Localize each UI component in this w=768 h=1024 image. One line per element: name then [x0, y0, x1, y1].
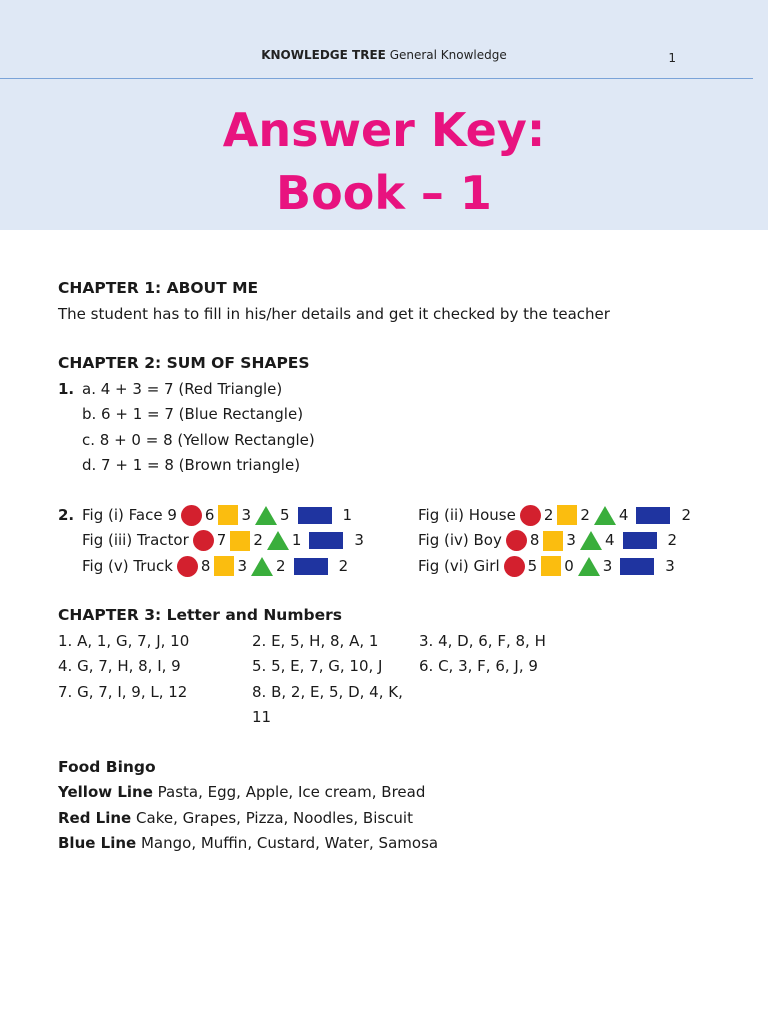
square-count: 3: [241, 505, 251, 524]
square-count: 0: [564, 556, 574, 575]
answer-item: 8. B, 2, E, 5, D, 4, K, 11: [252, 682, 403, 726]
rectangle-count: 2: [667, 531, 678, 549]
green-triangle-icon: [580, 531, 602, 550]
yellow-square-icon: [214, 556, 234, 576]
red-circle-icon: [506, 530, 527, 551]
answer-item: d. 7 + 1 = 8 (Brown triangle): [82, 456, 301, 474]
bingo-line-items: Mango, Muffin, Custard, Water, Samosa: [140, 834, 439, 852]
answer-item: 5. 5, E, 7, G, 10, J: [252, 657, 383, 675]
rectangle-count: 1: [342, 505, 353, 524]
triangle-count: 5: [279, 505, 290, 524]
green-triangle-icon: [578, 557, 600, 576]
answer-item: 3. 4, D, 6, F, 8, H: [419, 631, 546, 650]
answer-item: a. 4 + 3 = 7 (Red Triangle): [82, 379, 283, 398]
question-1: [58, 377, 738, 479]
blue-rectangle-icon: [309, 532, 343, 549]
circle-count: 5: [527, 556, 538, 575]
triangle-count: 2: [276, 556, 286, 575]
fig-row: [82, 554, 418, 580]
fig-label: Fig (iv) Boy: [418, 531, 502, 549]
yellow-square-icon: [218, 505, 238, 525]
red-circle-icon: [181, 505, 202, 526]
blue-rectangle-icon: [623, 532, 657, 549]
red-circle-icon: [177, 556, 198, 577]
fig-label: Fig (ii) House: [418, 505, 516, 524]
red-circle-icon: [504, 556, 525, 577]
triangle-count: 1: [291, 531, 302, 549]
yellow-square-icon: [557, 505, 577, 525]
bingo-line: [58, 831, 738, 857]
square-count: 3: [566, 531, 576, 549]
answer-item: 7. G, 7, I, 9, L, 12: [58, 682, 188, 701]
blue-rectangle-icon: [298, 507, 332, 524]
fig-label: Fig (v) Truck: [82, 556, 173, 575]
answer-content: [58, 276, 738, 857]
bingo-line: [58, 806, 738, 832]
rectangle-count: 2: [338, 556, 349, 575]
red-circle-icon: [520, 505, 541, 526]
food-bingo-heading: Food Bingo: [58, 757, 156, 776]
fig-total: 9: [167, 505, 177, 524]
blue-rectangle-icon: [636, 507, 670, 524]
chapter1-heading: CHAPTER 1: ABOUT ME: [58, 279, 259, 297]
square-count: 2: [253, 531, 263, 549]
question-number: 1.: [58, 379, 75, 398]
fig-row: [82, 503, 418, 529]
answer-item: 2. E, 5, H, 8, A, 1: [252, 631, 379, 650]
green-triangle-icon: [267, 531, 289, 550]
square-count: 2: [580, 505, 590, 524]
chapter3-heading: CHAPTER 3: Letter and Numbers: [58, 606, 342, 624]
fig-label: Fig (i) Face: [82, 505, 163, 524]
bingo-line-label: Red Line: [58, 808, 132, 827]
rectangle-count: 2: [681, 505, 691, 524]
subject-name: General Knowledge: [389, 48, 507, 62]
circle-count: 2: [543, 505, 554, 524]
circle-count: 7: [216, 531, 227, 549]
triangle-count: 4: [618, 505, 629, 524]
bingo-line: [58, 780, 738, 806]
fig-row: [418, 528, 738, 554]
fig-label: Fig (iii) Tractor: [82, 531, 189, 549]
page-title-line2: Book – 1: [276, 166, 492, 220]
page-number: 1: [668, 51, 676, 65]
triangle-count: 4: [604, 531, 615, 549]
chapter3-answers: [58, 629, 738, 731]
triangle-count: 3: [602, 556, 613, 575]
page-title-line1: Answer Key:: [222, 103, 546, 157]
header-divider: [0, 78, 753, 79]
yellow-square-icon: [543, 531, 563, 551]
red-circle-icon: [193, 530, 214, 551]
answer-item: 6. C, 3, F, 6, J, 9: [419, 657, 538, 675]
square-count: 3: [237, 556, 248, 575]
rectangle-count: 3: [665, 556, 675, 575]
green-triangle-icon: [251, 557, 273, 576]
answer-item: 4. G, 7, H, 8, I, 9: [58, 657, 181, 675]
fig-row: [418, 503, 738, 529]
bingo-line-items: Pasta, Egg, Apple, Ice cream, Bread: [157, 783, 426, 801]
green-triangle-icon: [255, 506, 277, 525]
answer-item: 1. A, 1, G, 7, J, 10: [58, 631, 190, 650]
chapter2-heading: CHAPTER 2: SUM OF SHAPES: [58, 354, 310, 372]
green-triangle-icon: [594, 506, 616, 525]
blue-rectangle-icon: [294, 558, 328, 575]
blue-rectangle-icon: [620, 558, 654, 575]
running-head: [0, 48, 768, 62]
rectangle-count: 3: [354, 531, 364, 549]
answer-item: c. 8 + 0 = 8 (Yellow Rectangle): [82, 430, 315, 449]
bingo-line-label: Blue Line: [58, 834, 137, 852]
bingo-line-items: Cake, Grapes, Pizza, Noodles, Biscuit: [136, 808, 413, 827]
fig-label: Fig (vi) Girl: [418, 556, 500, 575]
chapter1-text: The student has to fill in his/her details and get it checked by the teacher: [58, 304, 610, 323]
yellow-square-icon: [541, 556, 561, 576]
circle-count: 8: [200, 556, 211, 575]
question-2: [58, 503, 738, 580]
brand-name: KNOWLEDGE TREE: [261, 48, 386, 62]
yellow-square-icon: [230, 531, 250, 551]
bingo-line-label: Yellow Line: [58, 783, 153, 801]
fig-row: [418, 554, 738, 580]
circle-count: 8: [529, 531, 540, 549]
answer-item: b. 6 + 1 = 7 (Blue Rectangle): [82, 405, 304, 423]
fig-row: [82, 528, 418, 554]
circle-count: 6: [204, 505, 215, 524]
question-number: 2.: [58, 505, 75, 524]
